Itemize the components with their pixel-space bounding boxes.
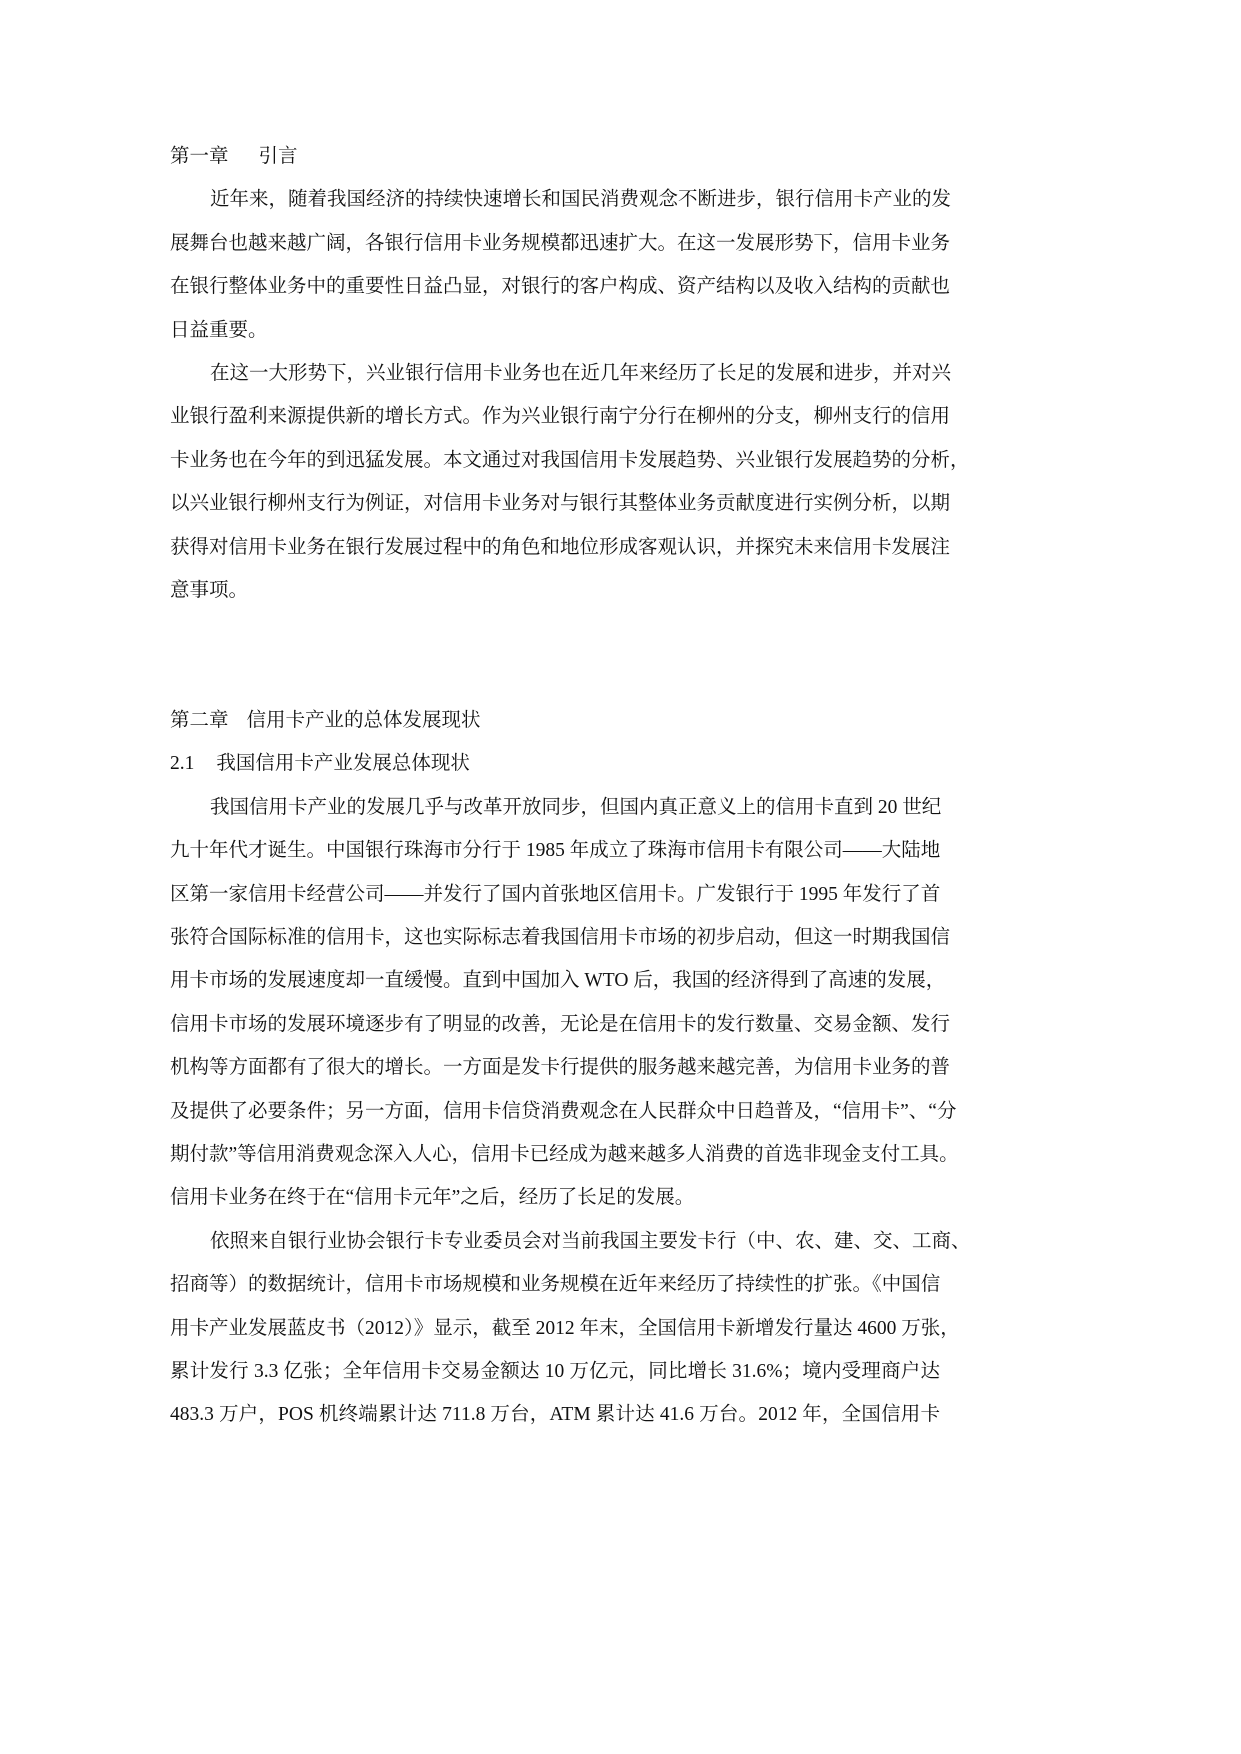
chapter-2-heading xyxy=(170,699,940,742)
paragraph xyxy=(170,178,952,352)
paragraph xyxy=(170,1220,971,1437)
text-line: 九十年代才诞生。中国银行珠海市分行于 1985 年成立了珠海市信用卡有限公司——大陆地 xyxy=(170,840,941,862)
spacer xyxy=(170,612,940,699)
text-line: 依照来自银行业协会银行卡专业委员会对当前我国主要发卡行（中、农、建、交、工商、 xyxy=(210,1230,971,1252)
text-line: 用卡产业发展蓝皮书（2012）》显示，截至 2012 年末，全国信用卡新增发行量达 4600 万张， xyxy=(170,1317,960,1339)
text-line: 以兴业银行柳州支行为例证，对信用卡业务对与银行其整体业务贡献度进行实例分析，以期 xyxy=(170,493,951,515)
text-line: 信用卡业务在终于在“信用卡元年”之后，经历了长足的发展。 xyxy=(170,1187,695,1209)
text-line: 用卡市场的发展速度却一直缓慢。直到中国加入 WTO 后，我国的经济得到了高速的发展， xyxy=(170,970,946,992)
text-line: 张符合国际标准的信用卡，这也实际标志着我国信用卡市场的初步启动，但这一时期我国信 xyxy=(170,927,951,949)
text-line: 区第一家信用卡经营公司——并发行了国内首张地区信用卡。广发银行于 1995 年发行了首 xyxy=(170,883,941,905)
text-line: 意事项。 xyxy=(170,579,249,601)
text-line: 在银行整体业务中的重要性日益凸显，对银行的客户构成、资产结构以及收入结构的贡献也 xyxy=(170,276,951,298)
text-line: 日益重要。 xyxy=(170,319,268,341)
paragraph xyxy=(170,352,970,612)
section-title: 我国信用卡产业发展总体现状 xyxy=(216,753,470,775)
text-line: 机构等方面都有了很大的增长。一方面是发卡行提供的服务越来越完善，为信用卡业务的普 xyxy=(170,1057,951,1079)
paragraph xyxy=(170,786,959,1220)
chapter-title: 信用卡产业的总体发展现状 xyxy=(246,710,481,732)
chapter-1-content xyxy=(170,178,970,612)
text-line: 展舞台也越来越广阔，各银行信用卡业务规模都迅速扩大。在这一发展形势下，信用卡业务 xyxy=(170,232,951,254)
text-line: 在这一大形势下，兴业银行信用卡业务也在近几年来经历了长足的发展和进步，并对兴 xyxy=(210,362,952,384)
text-line: 累计发行 3.3 亿张；全年信用卡交易金额达 10 万亿元，同比增长 31.6%；境内受理商户达 xyxy=(170,1360,940,1382)
text-line: 业银行盈利来源提供新的增长方式。作为兴业银行南宁分行在柳州的分支，柳州支行的信用 xyxy=(170,406,951,428)
text-line: 期付款”等信用消费观念深入人心，信用卡已经成为越来越多人消费的首选非现金支付工具。 xyxy=(170,1144,959,1165)
chapter-1-heading xyxy=(170,135,940,178)
text-line: 我国信用卡产业的发展几乎与改革开放同步，但国内真正意义上的信用卡直到 20 世纪 xyxy=(210,796,942,818)
section-number: 2.1 xyxy=(170,753,195,775)
text-line: 招商等）的数据统计，信用卡市场规模和业务规模在近年来经历了持续性的扩张。《中国信 xyxy=(170,1274,941,1296)
section-2-1-heading xyxy=(170,742,940,785)
chapter-number: 第一章 xyxy=(170,146,229,167)
document-body xyxy=(170,135,971,1437)
text-line: 483.3 万户，POS 机终端累计达 711.8 万台，ATM 累计达 41.6 万台。2012 年，全国信用卡 xyxy=(170,1404,940,1426)
chapter-number: 第二章 xyxy=(170,710,229,732)
chapter-2-content xyxy=(170,786,971,1437)
text-line: 近年来，随着我国经济的持续快速增长和国民消费观念不断进步，银行信用卡产业的发 xyxy=(210,189,952,211)
chapter-title: 引言 xyxy=(258,146,298,167)
text-line: 获得对信用卡业务在银行发展过程中的角色和地位形成客观认识，并探究未来信用卡发展注 xyxy=(170,536,951,558)
text-line: 信用卡市场的发展环境逐步有了明显的改善，无论是在信用卡的发行数量、交易金额、发行 xyxy=(170,1013,951,1035)
text-line: 及提供了必要条件；另一方面，信用卡信贷消费观念在人民群众中日趋普及，“信用卡”、“分 xyxy=(170,1100,957,1122)
text-line: 卡业务也在今年的到迅猛发展。本文通过对我国信用卡发展趋势、兴业银行发展趋势的分析， xyxy=(170,449,970,471)
